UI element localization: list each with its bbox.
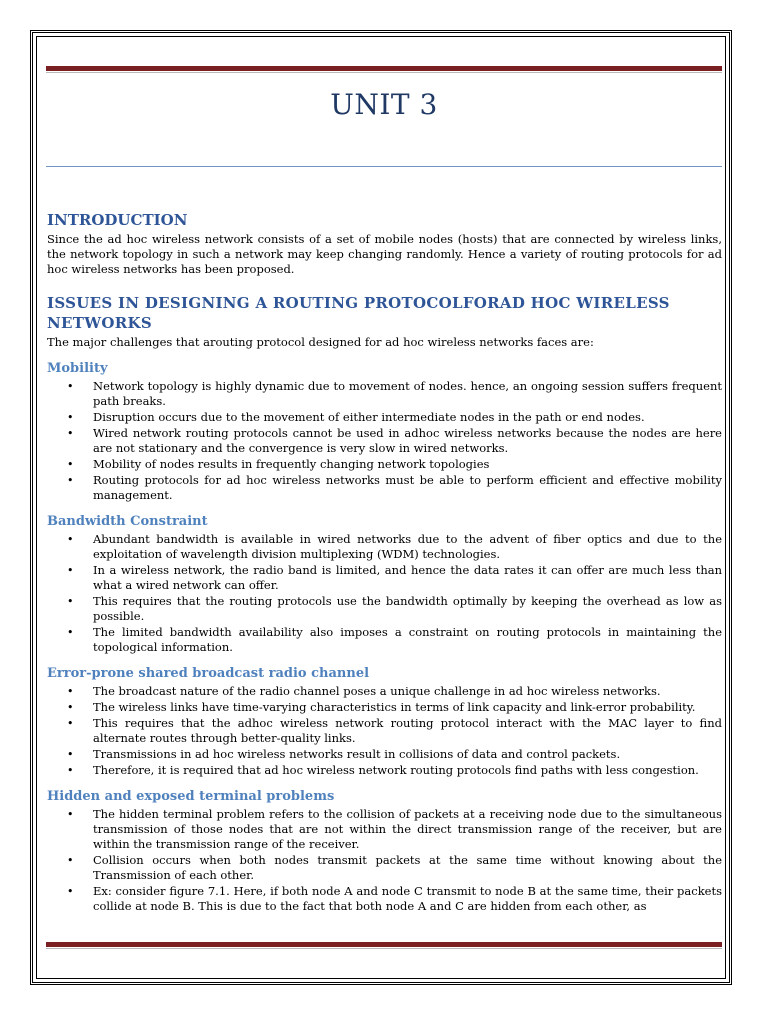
bullet-icon: •: [67, 701, 74, 714]
list-item: • The hidden terminal problem refers to the collision of packets at a receiving node due to the simultaneous transmission of those nodes that are not within the direct transmission range of the receiver, but are within the transmission range of the receiver.: [67, 807, 722, 851]
list-item: • Collision occurs when both nodes transmit packets at the same time without knowing about the Transmission of each other.: [67, 853, 722, 882]
list-item: • The limited bandwidth availability also imposes a constraint on routing protocols in maintaining the topological information.: [67, 625, 722, 654]
bullet-icon: •: [67, 411, 74, 424]
title-underline: [46, 166, 722, 167]
bullet-icon: •: [67, 595, 74, 608]
bandwidth-heading: Bandwidth Constraint: [47, 514, 208, 529]
header-rule: [46, 66, 722, 71]
list-item: • Abundant bandwidth is available in wired networks due to the advent of fiber optics and due to the exploitation of wavelength division multiplexing (WDM) technologies.: [67, 532, 722, 561]
list-item: • Mobility of nodes results in frequently changing network topologies: [67, 457, 490, 471]
header-rule-shadow: [46, 72, 722, 73]
bullet-icon: •: [67, 854, 74, 867]
list-item: • In a wireless network, the radio band is limited, and hence the data rates it can offer are much less than what a wired network can offer.: [67, 563, 722, 592]
list-item: • Network topology is highly dynamic due to movement of nodes. hence, an ongoing session suffers frequent path breaks.: [67, 379, 722, 408]
footer-rule-shadow: [46, 948, 722, 949]
hidden-terminal-heading: Hidden and exposed terminal problems: [47, 789, 335, 804]
bullet-icon: •: [67, 474, 74, 487]
bullet-icon: •: [67, 626, 74, 639]
bullet-icon: •: [67, 458, 74, 471]
list-item: • Routing protocols for ad hoc wireless networks must be able to perform efficient and effective mobility management.: [67, 473, 722, 502]
bullet-icon: •: [67, 717, 74, 730]
list-item: • The wireless links have time-varying characteristics in terms of link capacity and link-error probability.: [67, 700, 696, 714]
footer-rule: [46, 942, 722, 947]
bullet-icon: •: [67, 748, 74, 761]
introduction-heading: INTRODUCTION: [47, 211, 188, 229]
bullet-icon: •: [67, 380, 74, 393]
document-body: [47, 210, 722, 915]
bullet-icon: •: [67, 685, 74, 698]
mobility-list: [47, 379, 722, 503]
error-prone-list: [47, 684, 722, 778]
list-item: • Disruption occurs due to the movement of either intermediate nodes in the path or end nodes.: [67, 410, 645, 424]
bullet-icon: •: [67, 564, 74, 577]
bullet-icon: •: [67, 808, 74, 821]
bandwidth-list: [47, 532, 722, 655]
page-title: UNIT 3: [330, 88, 438, 121]
list-item: • The broadcast nature of the radio channel poses a unique challenge in ad hoc wireless networks.: [67, 684, 661, 698]
hidden-terminal-list: [47, 807, 722, 914]
bullet-icon: •: [67, 764, 74, 777]
mobility-heading: Mobility: [47, 361, 108, 376]
bullet-icon: •: [67, 427, 74, 440]
issues-intro: The major challenges that arouting protocol designed for ad hoc wireless networks faces are:: [47, 335, 594, 349]
bullet-icon: •: [67, 533, 74, 546]
list-item: • Wired network routing protocols cannot be used in adhoc wireless networks because the nodes are here are not stationary and the convergence is very slow in wired networks.: [67, 426, 722, 455]
introduction-paragraph: Since the ad hoc wireless network consists of a set of mobile nodes (hosts) that are connected by wireless links, the network topology in such a network may keep changing randomly. Hence a variety of routing protocols for ad hoc wireless networks has been proposed.: [47, 232, 722, 276]
issues-heading: ISSUES IN DESIGNING A ROUTING PROTOCOLFORAD HOC WIRELESS NETWORKS: [47, 294, 670, 332]
list-item: • Ex: consider figure 7.1. Here, if both node A and node C transmit to node B at the same time, their packets collide at node B. This is due to the fact that both node A and C are hidden from each other, as: [67, 884, 722, 913]
list-item: • Therefore, it is required that ad hoc wireless network routing protocols find paths with less congestion.: [67, 763, 699, 777]
bullet-icon: •: [67, 885, 74, 898]
list-item: • Transmissions in ad hoc wireless networks result in collisions of data and control packets.: [67, 747, 621, 761]
error-prone-heading: Error-prone shared broadcast radio channel: [47, 666, 370, 681]
list-item: • This requires that the routing protocols use the bandwidth optimally by keeping the overhead as low as possible.: [67, 594, 722, 623]
list-item: • This requires that the adhoc wireless network routing protocol interact with the MAC layer to find alternate routes through better-quality links.: [67, 716, 722, 745]
